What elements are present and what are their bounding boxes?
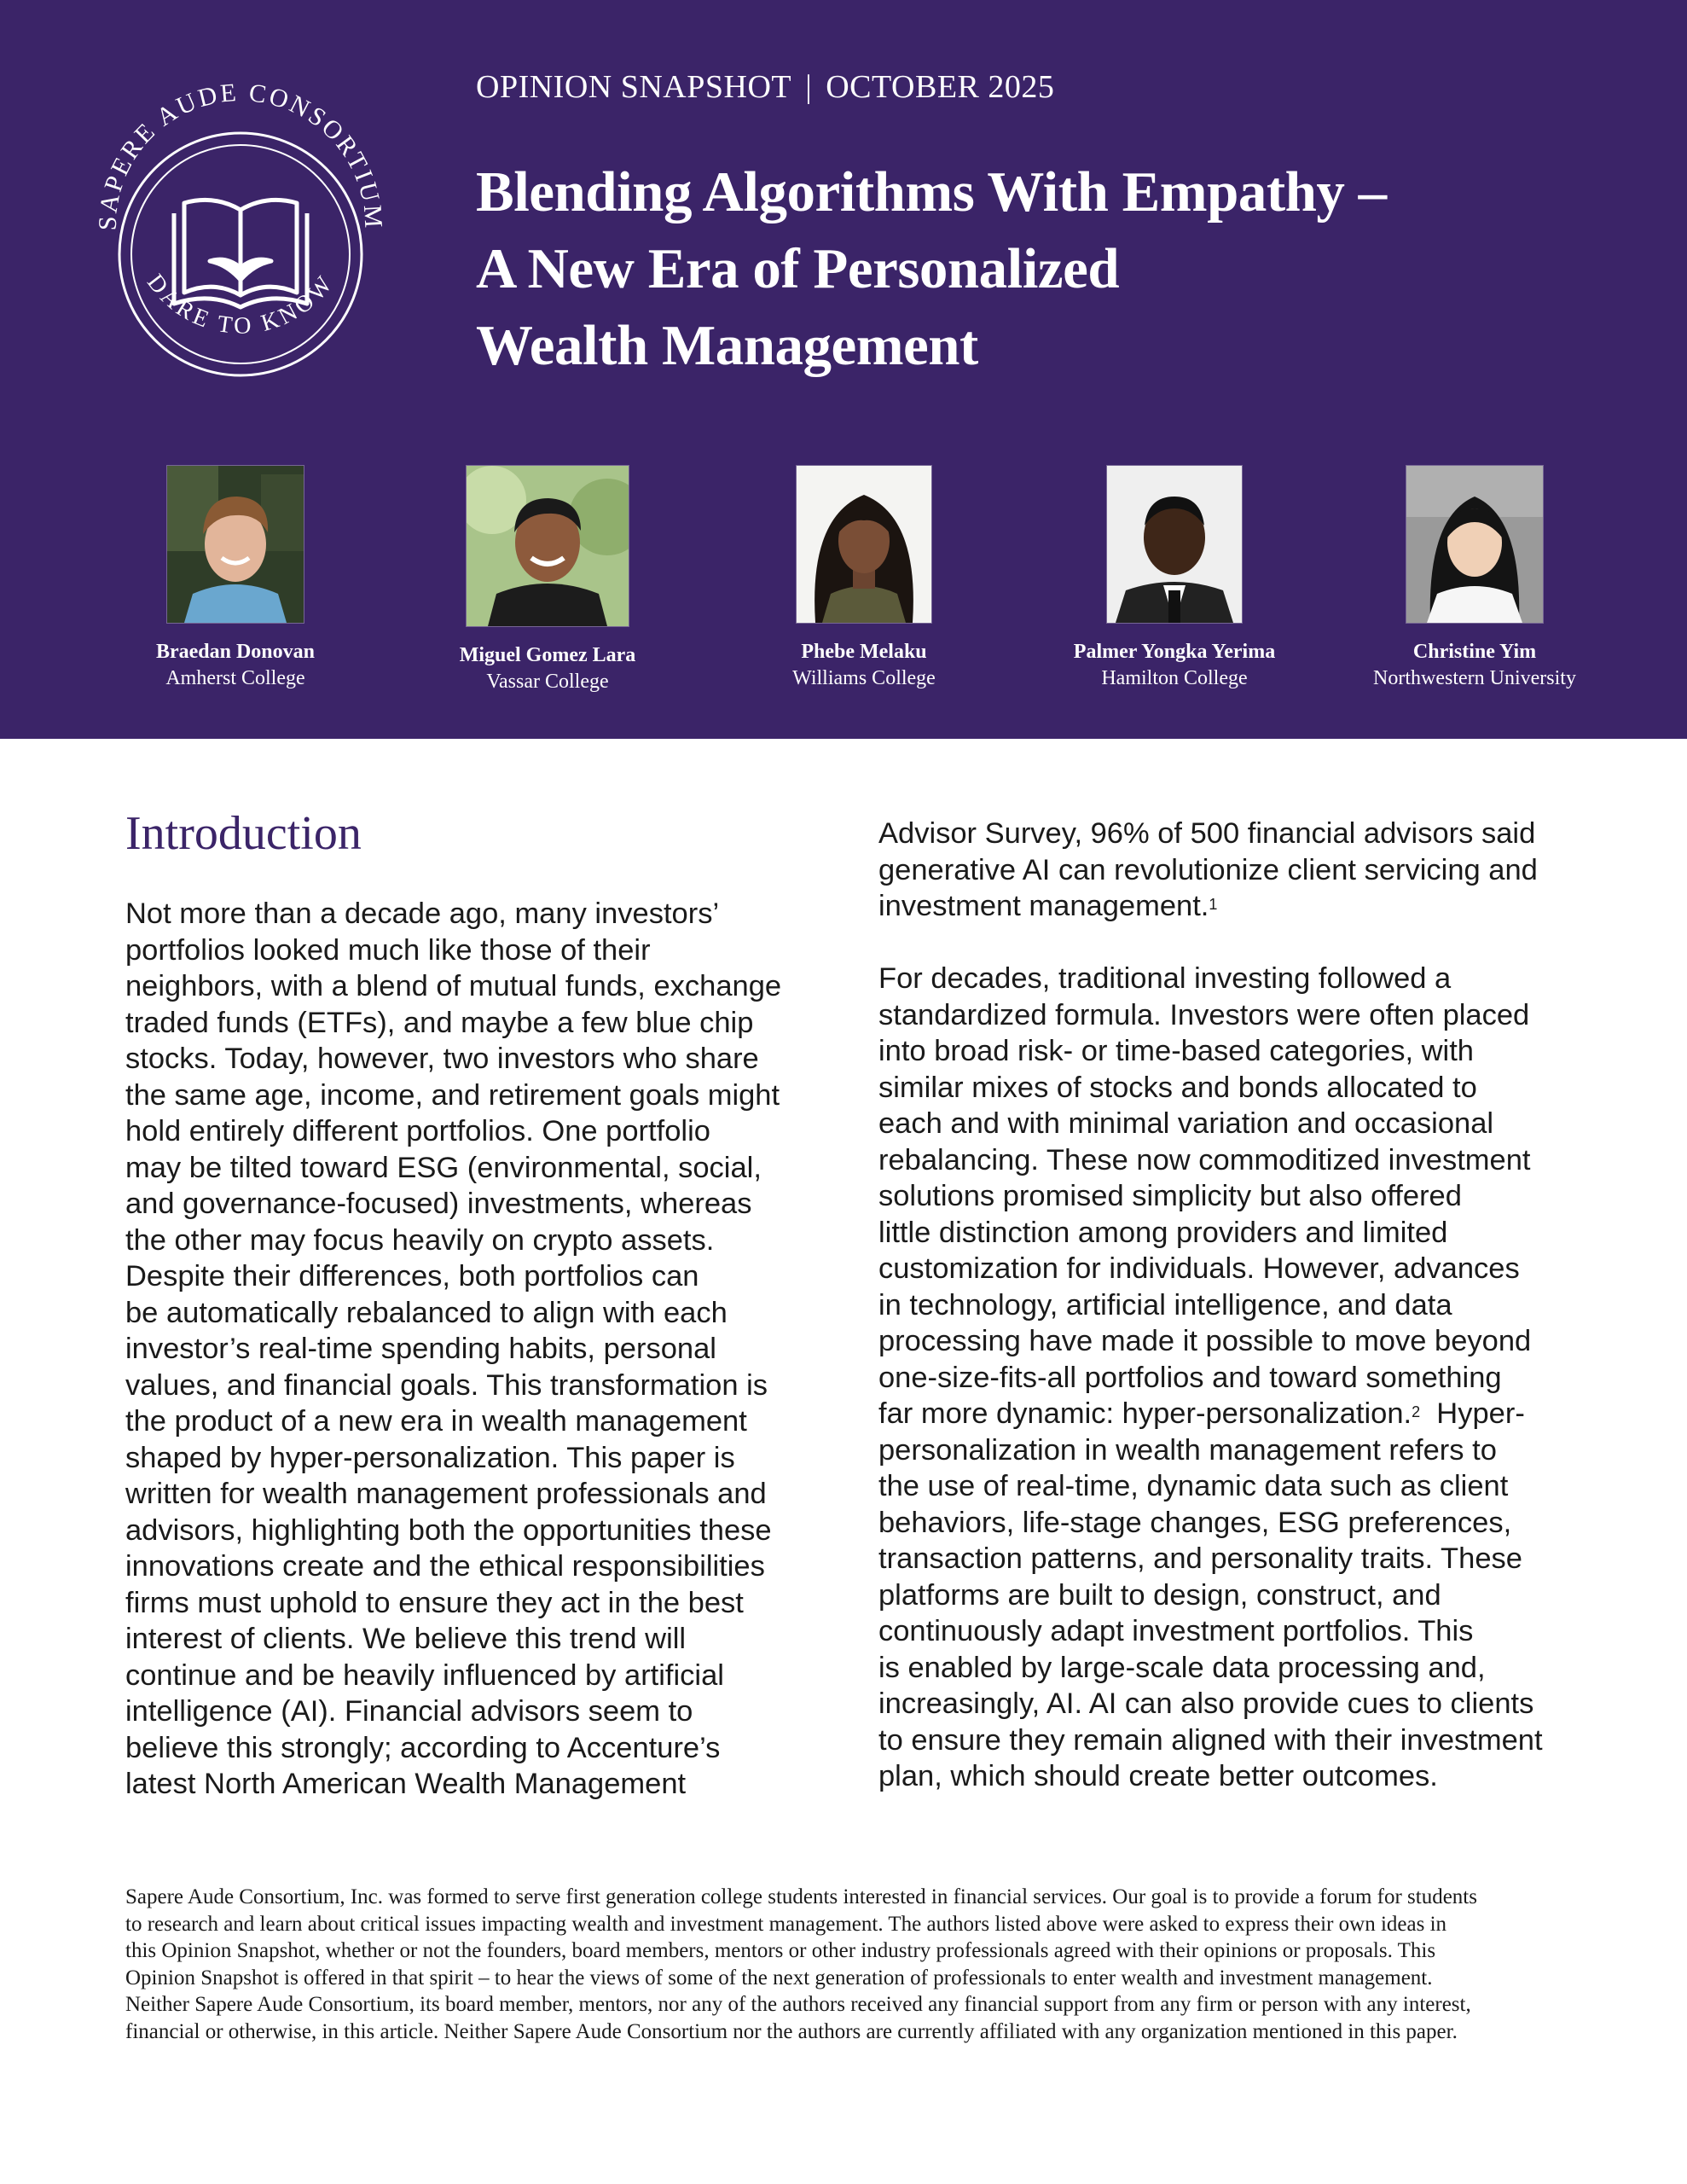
text-line: customization for individuals. However, advances	[878, 1252, 1520, 1285]
series-label: OPINION SNAPSHOT	[476, 69, 792, 105]
title-line: Wealth Management	[476, 314, 978, 377]
author-photo	[1406, 465, 1544, 624]
author-school: Vassar College	[486, 671, 609, 693]
header-banner	[0, 0, 1687, 739]
text-line: hold entirely different portfolios. One portfolio	[125, 1115, 710, 1147]
text-line: transaction patterns, and personality traits. These	[878, 1542, 1522, 1575]
text-line: latest North American Wealth Management	[125, 1768, 687, 1800]
author-photo	[796, 465, 932, 624]
body-column-left	[125, 896, 825, 1803]
author-school: Williams College	[792, 667, 936, 689]
author-photo	[166, 465, 304, 624]
body-paragraph	[125, 896, 825, 1803]
author-card	[386, 465, 710, 694]
text-line: is enabled by large-scale data processing and,	[878, 1651, 1486, 1684]
seal-bottom-text: DARE TO KNOW	[142, 269, 340, 340]
seal-top-text: SAPERE AUDE CONSORTIUM	[93, 78, 388, 231]
text-line: to ensure they remain aligned with their investment	[878, 1723, 1543, 1757]
author-card	[1313, 465, 1637, 690]
page-title	[476, 154, 1499, 384]
text-line: Not more than a decade ago, many investors’	[125, 897, 720, 930]
author-photo	[466, 465, 629, 627]
section-heading: Introduction	[125, 807, 362, 860]
text-line: continuously adapt investment portfolios. This	[878, 1615, 1474, 1647]
text-line	[878, 888, 1578, 925]
text-segment: Hyper-	[1420, 1397, 1525, 1430]
title-line: Blending Algorithms With Empathy –	[476, 160, 1387, 224]
text-line: interest of clients. We believe this trend will	[125, 1623, 687, 1655]
text-line: standardized formula. Investors were often placed	[878, 998, 1530, 1031]
author-name: Palmer Yongka Yerima	[1073, 641, 1276, 663]
text-line: innovations create and the ethical responsibilities	[125, 1550, 765, 1583]
text-line: in technology, artificial intelligence, and data	[878, 1288, 1452, 1321]
open-book-icon	[174, 200, 307, 307]
text-line: written for wealth management professionals and	[125, 1478, 767, 1510]
text-line: portfolios looked much like those of their	[125, 933, 651, 967]
text-line: neighbors, with a blend of mutual funds, exchange	[125, 970, 782, 1002]
kicker-separator: |	[805, 69, 813, 105]
author-card	[73, 465, 397, 690]
footnote-marker[interactable]: 2	[1412, 1403, 1421, 1420]
text-line: little distinction among providers and limited	[878, 1216, 1448, 1249]
text-line: and governance-focused) investments, whereas	[125, 1188, 752, 1220]
text-line: personalization in wealth management refers to	[878, 1433, 1497, 1467]
issue-date: OCTOBER 2025	[826, 69, 1055, 105]
footer-line: to research and learn about critical issues impacting wealth and investment management. The authors listed above were asked to express their own ideas in	[125, 1912, 1447, 1936]
text-line: solutions promised simplicity but also offered	[878, 1180, 1462, 1212]
text-line: Despite their differences, both portfolios can	[125, 1260, 699, 1292]
author-name: Miguel Gomez Lara	[459, 644, 636, 666]
text-segment: investment management.	[878, 890, 1209, 922]
text-line: rebalancing. These now commoditized investment	[878, 1143, 1531, 1176]
body-paragraph	[878, 961, 1578, 1795]
text-line: the use of real-time, dynamic data such as client	[878, 1470, 1509, 1502]
title-line: A New Era of Personalized	[476, 237, 1120, 300]
text-line: be automatically rebalanced to align with each	[125, 1296, 728, 1329]
author-school: Northwestern University	[1373, 667, 1576, 689]
author-school: Amherst College	[165, 667, 305, 689]
body-column-right	[878, 816, 1578, 1795]
text-line: platforms are built to design, construct, and	[878, 1578, 1441, 1612]
footnote-marker[interactable]: 1	[1209, 896, 1218, 913]
text-line: stocks. Today, however, two investors who share	[125, 1043, 759, 1075]
text-line: Advisor Survey, 96% of 500 financial advisors said	[878, 817, 1536, 850]
text-line: traded funds (ETFs), and maybe a few blue chip	[125, 1006, 754, 1039]
text-line: processing have made it possible to move beyond	[878, 1325, 1532, 1357]
text-line: increasingly, AI. AI can also provide cues to clients	[878, 1687, 1534, 1720]
text-line: For decades, traditional investing followed a	[878, 962, 1452, 995]
author-photo	[1106, 465, 1243, 624]
text-line: intelligence (AI). Financial advisors seem to	[125, 1695, 693, 1728]
body-paragraph	[878, 816, 1578, 925]
text-line: shaped by hyper-personalization. This paper is	[125, 1441, 735, 1474]
author-card	[702, 465, 1026, 690]
author-name: Phebe Melaku	[801, 641, 927, 663]
consortium-logo	[82, 67, 399, 384]
text-line: plan, which should create better outcomes.	[878, 1760, 1438, 1792]
footer-line: Sapere Aude Consortium, Inc. was formed to serve first generation college students interested in financial services. Our goal is to provide a forum for students	[125, 1885, 1477, 1908]
text-line: behaviors, life-stage changes, ESG preferences,	[878, 1506, 1512, 1539]
text-line: generative AI can revolutionize client servicing and	[878, 853, 1538, 886]
disclaimer-footer	[125, 1884, 1592, 2045]
text-line: may be tilted toward ESG (environmental, social,	[125, 1151, 762, 1184]
text-line: one-size-fits-all portfolios and toward something	[878, 1361, 1502, 1394]
text-line: firms must uphold to ensure they act in the best	[125, 1586, 744, 1619]
issue-kicker	[476, 68, 1054, 106]
author-card	[1012, 465, 1336, 690]
text-line: into broad risk- or time-based categories, with	[878, 1035, 1474, 1067]
text-line: values, and financial goals. This transformation is	[125, 1368, 768, 1402]
text-line: investor’s real-time spending habits, personal	[125, 1333, 716, 1365]
text-line: the same age, income, and retirement goals might	[125, 1078, 780, 1112]
text-line: similar mixes of stocks and bonds allocated to	[878, 1071, 1477, 1104]
text-line: the other may focus heavily on crypto assets.	[125, 1223, 715, 1257]
footer-line: Opinion Snapshot is offered in that spirit – to hear the views of some of the next generation of professionals to enter wealth and investment management.	[125, 1966, 1433, 1989]
text-line: believe this strongly; according to Accenture’s	[125, 1731, 721, 1764]
text-line: the product of a new era in wealth management	[125, 1405, 747, 1438]
author-name: Braedan Donovan	[155, 641, 316, 663]
text-line	[878, 1396, 1578, 1432]
footer-line: Neither Sapere Aude Consortium, its board member, mentors, nor any of the authors received any financial support from any firm or person with any interest,	[125, 1993, 1471, 2016]
text-line: continue and be heavily influenced by artificial	[125, 1658, 724, 1692]
paragraph-gap	[878, 925, 1578, 961]
text-segment: far more dynamic: hyper-personalization.	[878, 1397, 1412, 1430]
footer-line: this Opinion Snapshot, whether or not the founders, board members, mentors or other industry professionals agreed with their opinions or proposals. This	[125, 1939, 1436, 1962]
footer-line: financial or otherwise, in this article. Neither Sapere Aude Consortium nor the authors are currently affiliated with any organization mentioned in this paper.	[125, 2019, 1458, 2043]
author-name: Christine Yim	[1412, 641, 1537, 663]
text-line: each and with minimal variation and occasional	[878, 1107, 1494, 1140]
author-school: Hamilton College	[1101, 667, 1248, 689]
text-line: advisors, highlighting both the opportunities these	[125, 1513, 772, 1547]
